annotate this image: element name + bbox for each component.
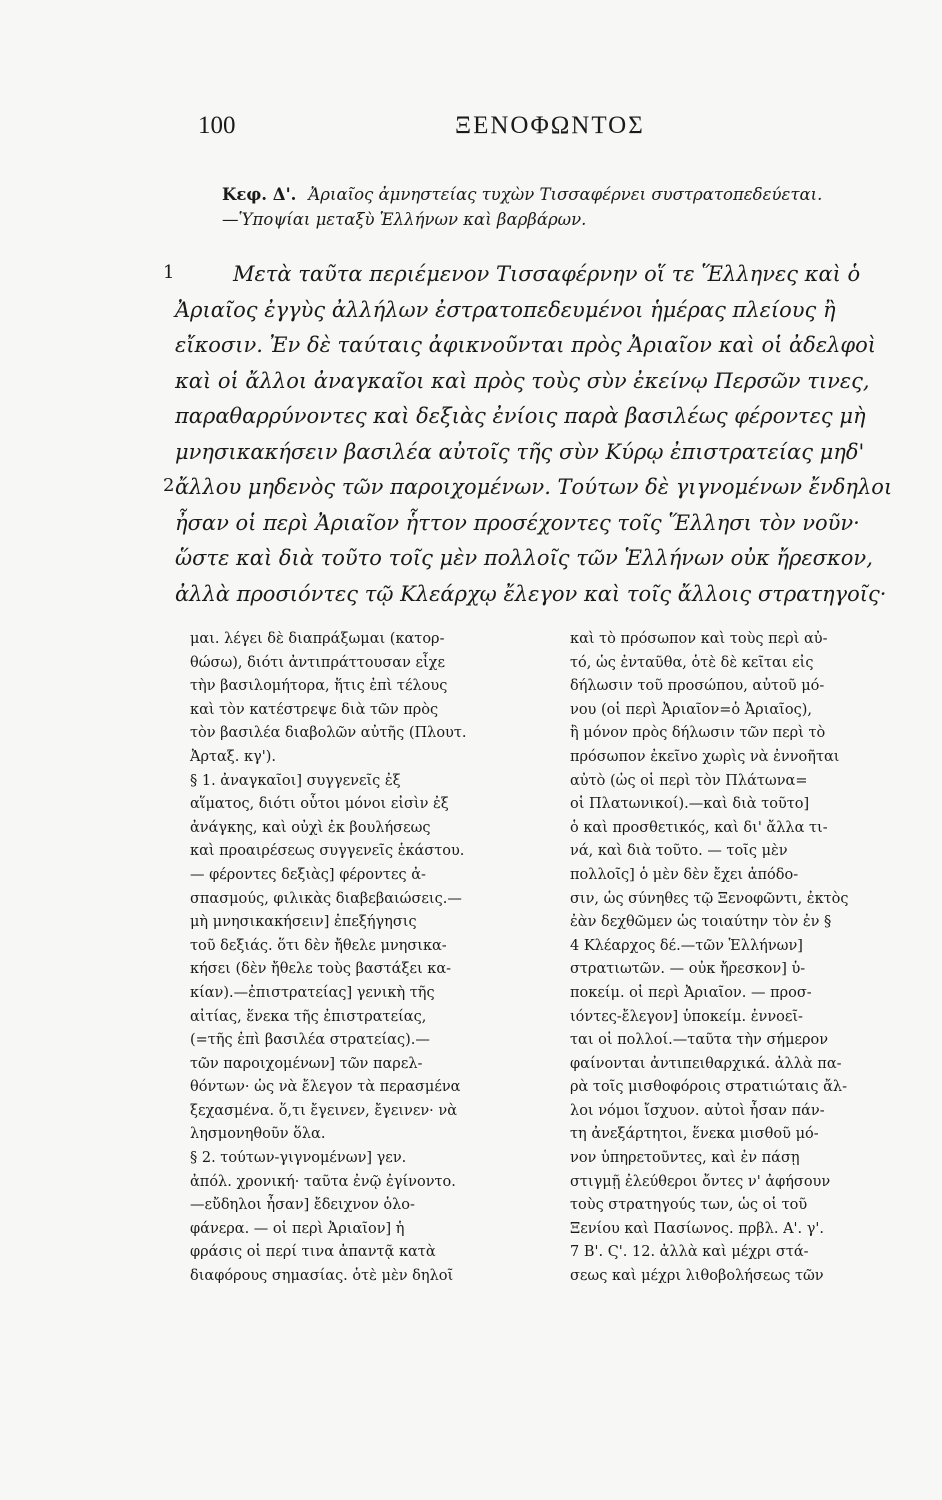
- main-text-line: [163, 475, 915, 511]
- main-text-line: [175, 440, 915, 476]
- running-head: ΞΕΝΟΦΩΝΤΟΣ: [455, 112, 645, 139]
- commentary-line: νά, καὶ διὰ τοῦτο. — τοῖς μὲν: [570, 843, 788, 860]
- commentary-line: δήλωσιν τοῦ προσώπου, αὐτοῦ μό-: [570, 678, 825, 695]
- commentary-line: § 2. τούτων-γιγνομένων] γεν.: [190, 1150, 407, 1167]
- commentary-line: 4 Κλέαρχος δέ.—τῶν Ἑλλήνων]: [570, 937, 803, 954]
- main-text-line: [175, 546, 915, 582]
- commentary-left-column: [190, 628, 510, 1289]
- commentary-line: — φέροντες δεξιὰς] φέροντες ἀ-: [190, 866, 426, 883]
- commentary-line: 7 Β'. Ϛ'. 12. ἀλλὰ καὶ μέχρι στά-: [570, 1244, 809, 1261]
- commentary-line: στρατιωτῶν. — οὐκ ἤρεσκον] ὑ-: [570, 961, 806, 978]
- commentary-line: πρόσωπον ἐκεῖνο χωρὶς νὰ ἐννοῆται: [570, 748, 840, 765]
- commentary-line: πολλοῖς] ὁ μὲν δὲν ἔχει ἀπόδο-: [570, 866, 799, 883]
- main-text-content: καὶ οἱ ἄλλοι ἀναγκαῖοι καὶ πρὸς τοὺς σὺν ἐκείνῳ Περσῶν τινες,: [175, 368, 870, 393]
- commentary-line: σεως καὶ μέχρι λιθοβολήσεως τῶν: [570, 1268, 824, 1285]
- commentary-line: ρὰ τοῖς μισθοφόροις στρατιώταις ἄλ-: [570, 1079, 847, 1096]
- commentary-line: διαφόρους σημασίας. ὁτὲ μὲν δηλοῖ: [190, 1268, 454, 1285]
- commentary-line: θόντων· ὡς νὰ ἔλεγον τὰ περασμένα: [190, 1079, 461, 1096]
- main-text-content: ἀλλὰ προσιόντες τῷ Κλεάρχῳ ἔλεγον καὶ τοῖς ἄλλοις στρατηγοῖς·: [175, 581, 887, 606]
- section-number: 2: [163, 475, 175, 496]
- commentary-line: φάνερα. — οἱ περὶ Ἀριαῖον] ἡ: [190, 1220, 405, 1237]
- commentary-line: λοι νόμοι ἴσχυον. αὐτοὶ ἦσαν πάν-: [570, 1102, 825, 1119]
- commentary-line: τοῦ δεξιάς. ὅτι δὲν ἤθελε μνησικα-: [190, 937, 447, 954]
- main-text-line: [163, 262, 915, 298]
- main-text-line: [175, 369, 915, 405]
- commentary-line: καὶ προαιρέσεως συγγενεῖς ἑκάστου.: [190, 843, 465, 860]
- commentary-line: Ἀρταξ. κγ').: [190, 748, 276, 765]
- commentary-line: αὐτὸ (ὡς οἱ περὶ τὸν Πλάτωνα=: [570, 772, 808, 789]
- main-text-content: ἄλλου μηδενὸς τῶν παροιχομένων. Τούτων δὲ γιγνομένων ἔνδηλοι: [175, 475, 893, 499]
- commentary-line: σιν, ὡς σύνηθες τῷ Ξενοφῶντι, ἐκτὸς: [570, 890, 849, 907]
- commentary-line: κήσει (δὲν ἤθελε τοὺς βαστάξει κα-: [190, 961, 452, 978]
- commentary-line: φράσις οἱ περί τινα ἀπαντᾷ κατὰ: [190, 1244, 436, 1261]
- commentary-line: § 1. ἀναγκαῖοι] συγγενεῖς ἐξ: [190, 772, 401, 789]
- main-text-line: [175, 582, 915, 618]
- main-text: [163, 262, 915, 617]
- commentary-line: ται οἱ πολλοί.—ταῦτα τὴν σήμερον: [570, 1032, 829, 1049]
- summary-line: —Ὑποψίαι μεταξὺ Ἑλλήνων καὶ βαρβάρων.: [222, 210, 587, 229]
- commentary-line: ποκείμ. οἱ περὶ Ἀριαῖον. — προσ-: [570, 984, 812, 1001]
- commentary-line: ξεχασμένα. ὅ,τι ἔγεινεν, ἔγεινεν· νὰ: [190, 1102, 458, 1119]
- commentary-line: ἐὰν δεχθῶμεν ὡς τοιαύτην τὸν ἐν §: [570, 914, 832, 931]
- commentary-line: μαι. λέγει δὲ διαπράξωμαι (κατορ-: [190, 631, 445, 647]
- main-text-content: ὥστε καὶ διὰ τοῦτο τοῖς μὲν πολλοῖς τῶν Ἑλλήνων οὐκ ἤρεσκον,: [175, 546, 873, 570]
- commentary-line: καὶ τὸ πρόσωπον καὶ τοὺς περὶ αὐ-: [570, 631, 828, 647]
- commentary-line: κίαν).—ἐπιστρατείας] γενικὴ τῆς: [190, 984, 435, 1001]
- commentary-line: τὸν βασιλέα διαβολῶν αὐτῆς (Πλουτ.: [190, 725, 467, 742]
- commentary-line: τοὺς στρατηγούς των, ὡς οἱ τοῦ: [570, 1197, 808, 1214]
- commentary-line: τό, ὡς ἐνταῦθα, ὁτὲ δὲ κεῖται εἰς: [570, 654, 814, 671]
- commentary-line: νον ὑπηρετοῦντες, καὶ ἐν πάσῃ: [570, 1150, 800, 1167]
- commentary-line: σπασμούς, φιλικὰς διαβεβαιώσεις.—: [190, 890, 462, 907]
- commentary-line: στιγμῇ ἐλεύθεροι ὄντες ν' ἀφήσουν: [570, 1173, 831, 1190]
- chapter-summary: [222, 182, 942, 232]
- main-text-line: [175, 404, 915, 440]
- commentary-line: ἢ μόνον πρὸς δήλωσιν τῶν περὶ τὸ: [570, 725, 826, 742]
- commentary-line: Ξενίου καὶ Πασίωνος. πρβλ. Α'. γ'.: [570, 1220, 825, 1237]
- main-text-content: Ἀριαῖος ἐγγὺς ἀλλήλων ἐστρατοπεδευμένοι ἡμέρας πλείους ἢ: [175, 297, 836, 322]
- commentary-line: θώσω), διότι ἀντιπράττουσαν εἶχε: [190, 654, 445, 671]
- commentary-line: φαίνονται ἀντιπειθαρχικά. ἀλλὰ πα-: [570, 1055, 842, 1072]
- main-text-content: παραθαρρύνοντες καὶ δεξιὰς ἐνίοις παρὰ βασιλέως φέροντες μὴ: [175, 404, 866, 428]
- commentary-line: ἀνάγκης, καὶ οὐχὶ ἐκ βουλήσεως: [190, 819, 431, 836]
- main-text-content: Μετὰ ταῦτα περιέμενον Τισσαφέρνην οἵ τε Ἕλληνες καὶ ὁ: [233, 262, 861, 286]
- main-text-line: [175, 333, 915, 369]
- commentary-line: ὁ καὶ προσθετικός, καὶ δι' ἄλλα τι-: [570, 819, 828, 836]
- page-number: 100: [198, 112, 236, 139]
- chapter-label: Κεφ. Δ'.: [222, 185, 297, 204]
- main-text-content: μνησικακήσειν βασιλέα αὐτοῖς τῆς σὺν Κύρῳ ἐπιστρατείας μηδ': [175, 439, 865, 464]
- commentary-right-column: [570, 628, 910, 1289]
- commentary-line: (=τῆς ἐπὶ βασιλέα στρατείας).—: [190, 1032, 430, 1049]
- commentary-line: λησμονηθοῦν ὅλα.: [190, 1126, 326, 1143]
- section-number: 1: [163, 262, 175, 283]
- main-text-line: [175, 298, 915, 334]
- commentary-line: μὴ μνησικακήσειν] ἐπεξήγησις: [190, 914, 417, 931]
- summary-line: Κεφ. Δ'. Ἀριαῖος ἀμνηστείας τυχὼν Τισσαφέρνει συστρατοπεδεύεται.: [222, 185, 823, 204]
- commentary-line: ιόντες-ἔλεγον] ὑποκείμ. ἐννοεῖ-: [570, 1008, 803, 1025]
- commentary-line: τῶν παροιχομένων] τῶν παρελ-: [190, 1055, 423, 1072]
- commentary-line: καὶ τὸν κατέστρεψε διὰ τῶν πρὸς: [190, 701, 439, 718]
- commentary-line: οἱ Πλατωνικοί).—καὶ διὰ τοῦτο]: [570, 796, 810, 813]
- commentary-line: νου (οἱ περὶ Ἀριαῖον=ὁ Ἀριαῖος),: [570, 701, 812, 718]
- commentary-line: αἰτίας, ἕνεκα τῆς ἐπιστρατείας,: [190, 1008, 427, 1025]
- main-text-content: εἴκοσιν. Ἐν δὲ ταύταις ἀφικνοῦνται πρὸς Ἀριαῖον καὶ οἱ ἀδελφοὶ: [175, 333, 876, 357]
- commentary-line: —εὔδηλοι ἦσαν] ἔδειχνον ὁλο-: [190, 1197, 415, 1214]
- commentary-line: ἀπόλ. χρονική· ταῦτα ἐνῷ ἐγίνοντο.: [190, 1173, 456, 1190]
- commentary-line: αἵματος, διότι οὗτοι μόνοι εἰσὶν ἐξ: [190, 796, 449, 813]
- main-text-content: ἦσαν οἱ περὶ Ἀριαῖον ἧττον προσέχοντες τοῖς Ἕλλησι τὸν νοῦν·: [175, 510, 860, 535]
- commentary-line: τη ἀνεξάρτητοι, ἕνεκα μισθοῦ μό-: [570, 1126, 819, 1143]
- commentary-line: τὴν βασιλομήτορα, ἥτις ἐπὶ τέλους: [190, 678, 448, 695]
- main-text-line: [175, 511, 915, 547]
